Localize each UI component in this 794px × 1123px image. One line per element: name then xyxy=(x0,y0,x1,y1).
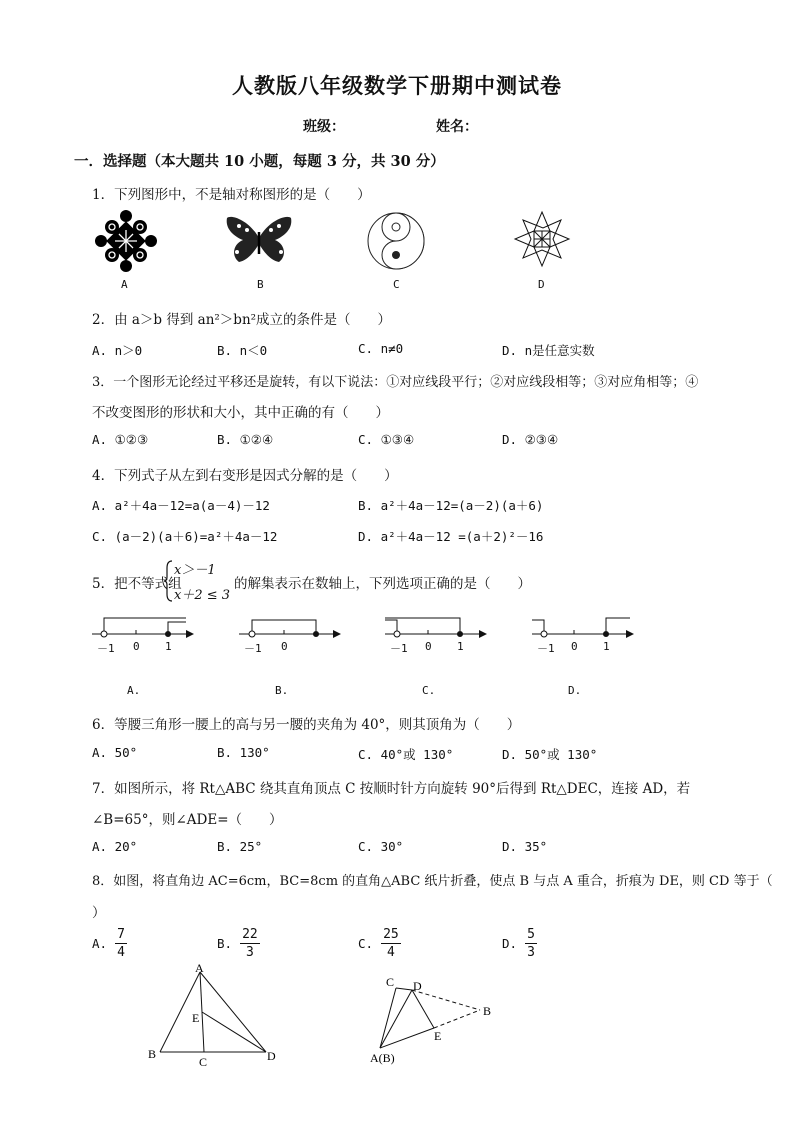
question-3-stem-line2: 不改变图形的形状和大小，其中正确的有（ ） xyxy=(92,405,389,421)
fig1-label-d: D xyxy=(267,1049,276,1063)
q2-option-c[interactable]: C. n≠0 xyxy=(358,341,404,356)
butterfly-icon xyxy=(225,214,293,266)
question-6-stem: 6．等腰三角形一腰上的高与另一腰的夹角为 40°，则其顶角为（ ） xyxy=(92,717,521,733)
question-8-stem-line2: ） xyxy=(92,905,106,921)
q2-option-a[interactable]: A. n＞0 xyxy=(92,343,143,358)
nd-tick-1: 1 xyxy=(603,640,610,653)
star-figure-icon xyxy=(513,210,571,268)
q2-option-b[interactable]: B. n＜0 xyxy=(217,343,268,358)
fig2-label-ab: A(B) xyxy=(370,1051,395,1065)
q5-option-a[interactable]: A. xyxy=(127,684,141,697)
q5-option-c[interactable]: C. xyxy=(422,684,436,697)
q8-figure-triangle-abc xyxy=(140,960,285,1070)
question-5-stem-suffix: 的解集表示在数轴上，下列选项正确的是（ ） xyxy=(234,576,531,592)
question-1-stem: 1．下列图形中，不是轴对称图形的是（ ） xyxy=(92,187,371,203)
name-label: 姓名： xyxy=(436,119,478,135)
q7-option-c[interactable]: C. 30° xyxy=(358,839,404,854)
fig2-label-d: D xyxy=(413,979,422,993)
q4-option-c[interactable]: C. (a－2)(a＋6)=a²＋4a－12 xyxy=(92,529,278,544)
yin-yang-icon xyxy=(365,210,427,272)
nc-tick-1: 1 xyxy=(457,640,464,653)
q5-option-b[interactable]: B. xyxy=(275,684,289,697)
nc-tick-0: 0 xyxy=(425,640,432,653)
nb-tick-0: 0 xyxy=(281,640,288,653)
q8-fraction-d: $\frac{5}{3}$ xyxy=(527,927,535,960)
question-3-stem-line1: 3．一个图形无论经过平移还是旋转，有以下说法：①对应线段平行；②对应线段相等；③对应角相等；④ xyxy=(92,375,699,390)
fig2-label-c: C xyxy=(386,975,395,989)
q6-option-b[interactable]: B. 130° xyxy=(217,745,270,760)
q5-option-d[interactable]: D. xyxy=(568,684,582,697)
fig1-label-c: C xyxy=(199,1055,208,1069)
q8-option-c[interactable]: C. $\frac{25}{4}$ xyxy=(358,927,399,960)
system-brace-icon xyxy=(164,560,174,602)
question-4-stem: 4．下列式子从左到右变形是因式分解的是（ ） xyxy=(92,468,398,484)
nc-tick-neg1: －1 xyxy=(390,642,408,655)
fig1-label-e: E xyxy=(192,1011,200,1025)
section-heading: 一．选择题（本大题共 10 小题，每题 3 分，共 30 分） xyxy=(74,153,445,170)
q8-option-a[interactable]: A. $\frac{7}{4}$ xyxy=(92,927,125,960)
q5-inequality-1: x＞－1 xyxy=(174,563,216,578)
q8-option-b[interactable]: B. $\frac{22}{3}$ xyxy=(217,927,258,960)
nd-tick-neg1: －1 xyxy=(537,642,555,655)
q6-option-d[interactable]: D. 50°或 130° xyxy=(502,747,598,762)
fig1-label-a: A xyxy=(195,961,204,975)
q8-fraction-b: $\frac{22}{3}$ xyxy=(242,927,258,960)
question-7-stem-line1: 7．如图所示，将 Rt△ABC 绕其直角顶点 C 按顺时针方向旋转 90°后得到 Rt△DEC，连接 AD，若 xyxy=(92,781,691,797)
q8-figure-folded xyxy=(366,970,501,1068)
question-5-stem-prefix: 5．把不等式组 xyxy=(92,576,182,592)
question-2-stem: 2．由 a＞b 得到 an²＞bn²成立的条件是（ ） xyxy=(92,312,392,328)
q3-option-d[interactable]: D. ②③④ xyxy=(502,432,559,447)
q4-option-a[interactable]: A. a²＋4a－12=a(a－4)－12 xyxy=(92,498,270,513)
q6-option-c[interactable]: C. 40°或 130° xyxy=(358,747,454,762)
q1-label-d: D xyxy=(538,278,545,291)
fig2-label-b: B xyxy=(483,1004,492,1018)
q1-label-b: B xyxy=(257,278,264,291)
nb-tick-neg1: －1 xyxy=(244,642,262,655)
page-title: 人教版八年级数学下册期中测试卷 xyxy=(232,73,562,98)
q7-option-a[interactable]: A. 20° xyxy=(92,839,138,854)
q6-option-a[interactable]: A. 50° xyxy=(92,745,138,760)
na-tick-neg1: －1 xyxy=(97,642,115,655)
q2-option-d[interactable]: D. n是任意实数 xyxy=(502,343,595,358)
q4-option-d[interactable]: D. a²＋4a－12 =(a＋2)²－16 xyxy=(358,529,544,544)
q3-option-b[interactable]: B. ①②④ xyxy=(217,432,274,447)
q8-fraction-c: $\frac{25}{4}$ xyxy=(383,927,399,960)
q7-option-b[interactable]: B. 25° xyxy=(217,839,263,854)
question-8-stem-line1: 8．如图，将直角边 AC=6cm，BC=8cm 的直角△ABC 纸片折叠，使点 B 与点 A 重合，折痕为 DE，则 CD 等于（ xyxy=(92,874,773,889)
q3-option-c[interactable]: C. ①③④ xyxy=(358,432,415,447)
class-label: 班级： xyxy=(303,119,345,135)
q1-label-a: A xyxy=(121,278,128,291)
nd-tick-0: 0 xyxy=(571,640,578,653)
q3-option-a[interactable]: A. ①②③ xyxy=(92,432,149,447)
fig1-label-b: B xyxy=(148,1047,157,1061)
q1-label-c: C xyxy=(393,278,400,291)
q8-fraction-a: $\frac{7}{4}$ xyxy=(117,927,125,960)
na-tick-0: 0 xyxy=(133,640,140,653)
q8-option-d[interactable]: D. $\frac{5}{3}$ xyxy=(502,927,535,960)
q7-option-d[interactable]: D. 35° xyxy=(502,839,548,854)
q5-inequality-2: x＋2 ≤ 3 xyxy=(174,588,231,603)
na-tick-1: 1 xyxy=(165,640,172,653)
chinese-knot-icon xyxy=(95,210,157,272)
q4-option-b[interactable]: B. a²＋4a－12=(a－2)(a＋6) xyxy=(358,498,544,513)
fig2-label-e: E xyxy=(434,1029,442,1043)
question-7-stem-line2: ∠B=65°，则∠ADE=（ ） xyxy=(92,812,283,828)
